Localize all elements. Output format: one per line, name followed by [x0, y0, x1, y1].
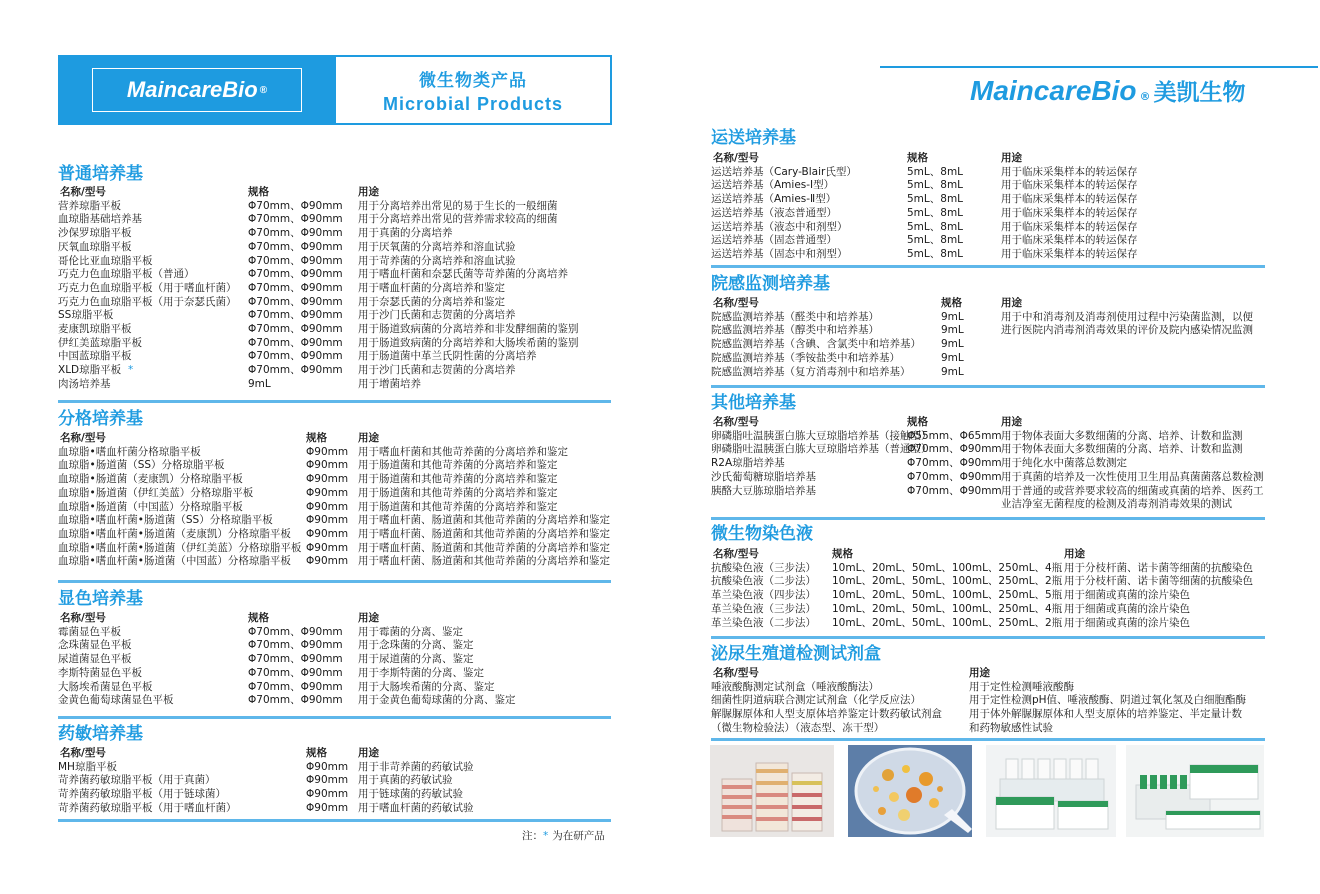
section-title: 普通培养基 [58, 164, 143, 184]
product-name: 营养琼脂平板 [58, 199, 121, 212]
footnote-label: 注： [522, 830, 543, 842]
product-spec: Φ70mm、Φ90mm [907, 457, 1002, 470]
product-name: 运送培养基（固态普通型） [711, 234, 837, 247]
section-divider [58, 819, 611, 822]
product-spec: Φ90mm [306, 801, 349, 814]
product-use: 用于霉菌的分离、鉴定 [358, 625, 463, 638]
product-spec: Φ90mm [306, 514, 349, 527]
product-name: 血琼脂•肠道菌（中国蓝）分格琼脂平板 [58, 500, 243, 513]
product-name: 血琼脂•嗜血杆菌•肠道菌（麦康凯）分格琼脂平板 [58, 527, 291, 540]
product-use: 用于临床采集样本的转运保存 [1001, 206, 1138, 219]
product-use: 用于肠道菌和其他苛养菌的分离培养和鉴定 [358, 500, 558, 513]
product-name: 院感监测培养基（含碘、含氯类中和培养基） [711, 338, 921, 351]
section-title: 院感监测培养基 [711, 274, 830, 294]
product-name: 运送培养基（固态中和剂型） [711, 247, 848, 260]
product-use: 用于细菌或真菌的涂片染色 [1064, 602, 1190, 615]
brand-logo-text-right: MaincareBio [970, 75, 1137, 106]
registered-mark: ® [259, 84, 268, 96]
product-use: 用于嗜血杆菌和奈瑟氏菌等苛养菌的分离培养 [358, 268, 568, 281]
product-name: 沙保罗琼脂平板 [58, 227, 132, 240]
product-name: 革兰染色液（二步法） [711, 616, 816, 629]
brand-logo [92, 68, 302, 112]
product-spec: Φ70mm、Φ90mm [907, 484, 1002, 497]
product-use: 用于临床采集样本的转运保存 [1001, 193, 1138, 206]
product-name: 尿道菌显色平板 [58, 653, 132, 666]
footnote-star: * [543, 830, 549, 842]
product-name: 麦康凯琼脂平板 [58, 323, 132, 335]
product-name: 抗酸染色液（二步法） [711, 575, 816, 588]
product-name: 金黄色葡萄球菌显色平板 [58, 694, 174, 707]
product-use: 用于肠道致病菌的分离培养和大肠埃希菌的鉴别 [358, 336, 579, 349]
product-use: 用于嗜血杆菌的分离培养和鉴定 [358, 281, 505, 294]
product-name: 运送培养基（Amies-Ⅰ型） [711, 179, 835, 192]
header-right-rule [880, 66, 1318, 68]
product-use: 用于普通的或营养要求较高的细菌或真菌的培养、医药工 [1001, 484, 1264, 497]
product-use: 用于分枝杆菌、诺卡菌等细菌的抗酸染色 [1064, 575, 1253, 588]
product-use: 用于临床采集样本的转运保存 [1001, 234, 1138, 247]
product-name: 卵磷脂吐温胰蛋白胨大豆琼脂培养基（普通型） [711, 443, 932, 456]
product-use: 用于李斯特菌的分离、鉴定 [358, 666, 484, 679]
product-spec: Φ70mm、Φ90mm [248, 336, 343, 349]
product-spec: Φ70mm、Φ90mm [248, 281, 343, 294]
section-divider [711, 265, 1265, 268]
product-name: 运送培养基（Cary-Blair氏型） [711, 165, 857, 178]
product-spec: 9mL [248, 377, 271, 390]
product-name: 巧克力色血琼脂平板（用于嗜血杆菌） [58, 281, 237, 294]
page-title-en: Microbial Products [382, 93, 564, 114]
section-title: 分格培养基 [58, 409, 143, 429]
product-name: 血琼脂•嗜血杆菌分格琼脂平板 [58, 445, 201, 458]
product-use: 用于肠道菌和其他苛养菌的分离培养和鉴定 [358, 473, 558, 486]
column-header-name: 名称/型号 [713, 152, 759, 164]
product-name: 血琼脂•嗜血杆菌•肠道菌（中国蓝）分格琼脂平板 [58, 555, 291, 568]
product-use: 用于分离培养出常见的营养需求较高的细菌 [358, 213, 558, 226]
product-spec: Φ70mm、Φ90mm [248, 653, 343, 666]
product-use: 用于物体表面大多数细菌的分离、培养、计数和监测 [1001, 429, 1243, 442]
product-use: 用于细菌或真菌的涂片染色 [1064, 589, 1190, 602]
product-spec: 5mL、8mL [907, 193, 964, 206]
product-spec: 10mL、20mL、50mL、100mL、250mL、4瓶 [832, 602, 1063, 615]
product-spec: Φ70mm、Φ90mm [248, 268, 343, 281]
column-header-name: 名称/型号 [60, 186, 106, 198]
footnote [522, 828, 605, 843]
product-name: 解脲脲原体和人型支原体培养鉴定计数药敏试剂盒 [711, 708, 942, 721]
product-name: MH琼脂平板 [58, 760, 117, 773]
column-header-name: 名称/型号 [713, 297, 759, 309]
column-header-name: 名称/型号 [713, 667, 759, 679]
product-name: 苛养菌药敏琼脂平板（用于嗜血杆菌） [58, 801, 237, 814]
section-divider [711, 517, 1265, 520]
product-name: R2A琼脂培养基 [711, 457, 785, 470]
section-divider [58, 580, 611, 583]
product-name: 苛养菌药敏琼脂平板（用于真菌） [58, 774, 216, 787]
product-spec: Φ70mm、Φ90mm [248, 254, 343, 267]
page-title [336, 57, 610, 123]
section-title: 微生物染色液 [711, 524, 813, 544]
product-spec: 9mL [941, 324, 964, 337]
column-header-name: 名称/型号 [60, 432, 106, 444]
product-use: 进行医院内消毒剂消毒效果的评价及院内感染情况监测 [1001, 324, 1253, 337]
product-name: 抗酸染色液（三步法） [711, 561, 816, 574]
product-spec: 9mL [941, 365, 964, 378]
product-name: 革兰染色液（四步法） [711, 589, 816, 602]
product-use: 用于嗜血杆菌、肠道菌和其他苛养菌的分离培养和鉴定 [358, 541, 610, 554]
product-name: 血琼脂基础培养基 [58, 213, 142, 226]
column-header-spec: 规格 [907, 416, 928, 428]
product-spec: 10mL、20mL、50mL、100mL、250mL、2瓶 [832, 616, 1063, 629]
column-header-name: 名称/型号 [713, 548, 759, 560]
product-use: 用于临床采集样本的转运保存 [1001, 220, 1138, 233]
product-use: 用于非苛养菌的药敏试验 [358, 760, 474, 773]
product-name: 念珠菌显色平板 [58, 639, 132, 652]
product-spec: Φ70mm、Φ90mm [248, 240, 343, 253]
product-use: 用于肠道致病菌的分离培养和非发酵细菌的鉴别 [358, 323, 579, 335]
section-divider [58, 716, 611, 719]
product-use: 用于肠道菌中革兰氏阴性菌的分离培养 [358, 350, 537, 363]
column-header-spec: 规格 [907, 152, 928, 164]
product-use: 用于嗜血杆菌的药敏试验 [358, 801, 474, 814]
product-use: 用于增菌培养 [358, 377, 421, 390]
product-name: 哥伦比亚血琼脂平板 [58, 254, 153, 267]
column-header-use: 用途 [358, 747, 379, 759]
section-title: 显色培养基 [58, 589, 143, 609]
product-use: 用于嗜血杆菌和其他苛养菌的分离培养和鉴定 [358, 445, 568, 458]
product-name: 血琼脂•肠道菌（麦康凯）分格琼脂平板 [58, 473, 243, 486]
product-spec: Φ90mm [306, 445, 349, 458]
product-spec: Φ70mm、Φ90mm [248, 666, 343, 679]
product-spec: Φ90mm [306, 760, 349, 773]
column-header-use: 用途 [1001, 297, 1022, 309]
product-spec: Φ90mm [306, 500, 349, 513]
column-header-use: 用途 [358, 432, 379, 444]
product-use: 和药物敏感性试验 [969, 721, 1053, 734]
product-name: 伊红美蓝琼脂平板 [58, 336, 142, 349]
column-header-spec: 规格 [248, 186, 269, 198]
product-spec: Φ70mm、Φ90mm [907, 470, 1002, 483]
product-use: 用于厌氧菌的分离培养和溶血试验 [358, 240, 516, 253]
product-spec: Φ90mm [306, 788, 349, 801]
product-spec: Φ90mm [306, 459, 349, 472]
product-spec: Φ70mm、Φ90mm [248, 199, 343, 212]
product-use: 用于分离培养出常见的易于生长的一般细菌 [358, 199, 558, 212]
product-spec: Φ70mm、Φ90mm [248, 364, 343, 377]
product-use: 用于真菌的分离培养 [358, 227, 453, 240]
column-header-use: 用途 [1001, 152, 1022, 164]
product-spec: 5mL、8mL [907, 206, 964, 219]
product-name: 院感监测培养基（醛类中和培养基） [711, 310, 879, 323]
product-spec: 5mL、8mL [907, 234, 964, 247]
reagent-kit-box-photo [986, 745, 1116, 837]
test-kit-vials-photo [1126, 745, 1264, 837]
product-use: 用于体外解脲脲原体和人型支原体的培养鉴定、半定量计数 [969, 708, 1242, 721]
product-name: 运送培养基（液态普通型） [711, 206, 837, 219]
product-spec: 9mL [941, 351, 964, 364]
product-name: 霉菌显色平板 [58, 625, 121, 638]
product-use: 用于沙门氏菌和志贺菌的分离培养 [358, 309, 516, 322]
product-name: 厌氧血琼脂平板 [58, 240, 132, 253]
product-spec: Φ70mm、Φ90mm [248, 309, 343, 322]
logo-panel [60, 57, 336, 123]
product-spec: Φ90mm [306, 473, 349, 486]
product-use: 用于纯化水中菌落总数测定 [1001, 457, 1127, 470]
product-name: 胰酪大豆胨琼脂培养基 [711, 484, 816, 497]
product-use: 用于细菌或真菌的涂片染色 [1064, 616, 1190, 629]
culture-plates-stack-photo [710, 745, 834, 837]
product-name: SS琼脂平板 [58, 309, 114, 322]
product-use: 用于嗜血杆菌、肠道菌和其他苛养菌的分离培养和鉴定 [358, 514, 610, 527]
product-name: 血琼脂•嗜血杆菌•肠道菌（伊红美蓝）分格琼脂平板 [58, 541, 302, 554]
column-header-use: 用途 [358, 612, 379, 624]
product-use: 用于肠道菌和其他苛养菌的分离培养和鉴定 [358, 486, 558, 499]
product-name: 肉汤培养基 [58, 377, 111, 390]
header-left [58, 55, 612, 125]
product-spec: Φ90mm [306, 555, 349, 568]
product-use: 用于真菌的培养及一次性使用卫生用品真菌菌落总数检测 [1001, 470, 1264, 483]
product-use: 用于肠道菌和其他苛养菌的分离培养和鉴定 [358, 459, 558, 472]
product-use: 用于真菌的药敏试验 [358, 774, 453, 787]
brand-logo-text: MaincareBio [126, 77, 258, 102]
product-name: 李斯特菌显色平板 [58, 666, 142, 679]
product-use: 用于临床采集样本的转运保存 [1001, 179, 1138, 192]
product-spec: Φ70mm、Φ90mm [907, 443, 1002, 456]
product-spec: Φ70mm、Φ90mm [248, 639, 343, 652]
product-name: 中国蓝琼脂平板 [58, 350, 132, 363]
brand-name-cn: 美凯生物 [1153, 80, 1246, 106]
column-header-name: 名称/型号 [713, 416, 759, 428]
product-spec: Φ70mm、Φ90mm [248, 694, 343, 707]
product-spec: Φ70mm、Φ90mm [248, 680, 343, 693]
section-title: 泌尿生殖道检测试剂盒 [711, 644, 881, 664]
product-spec: 9mL [941, 338, 964, 351]
product-name: 运送培养基（液态中和剂型） [711, 220, 848, 233]
product-use: 用于临床采集样本的转运保存 [1001, 165, 1138, 178]
registered-mark-right: ® [1139, 90, 1151, 103]
product-use: 用于物体表面大多数细菌的分离、培养、计数和监测 [1001, 443, 1243, 456]
product-spec: 9mL [941, 310, 964, 323]
product-spec: 5mL、8mL [907, 247, 964, 260]
column-header-use: 用途 [1064, 548, 1085, 560]
column-header-name: 名称/型号 [60, 612, 106, 624]
product-spec: 10mL、20mL、50mL、100mL、250mL、4瓶 [832, 561, 1063, 574]
product-name: 巧克力色血琼脂平板（普通） [58, 268, 195, 281]
product-use: 用于嗜血杆菌、肠道菌和其他苛养菌的分离培养和鉴定 [358, 555, 610, 568]
product-use: 用于分枝杆菌、诺卡菌等细菌的抗酸染色 [1064, 561, 1253, 574]
product-spec: 10mL、20mL、50mL、100mL、250mL、2瓶 [832, 575, 1063, 588]
product-name: 革兰染色液（三步法） [711, 602, 816, 615]
product-name: 运送培养基（Amies-Ⅱ型） [711, 193, 837, 206]
product-name: 院感监测培养基（醇类中和培养基） [711, 324, 879, 337]
section-title: 药敏培养基 [58, 724, 143, 744]
product-name: 沙氏葡萄糖琼脂培养基 [711, 470, 816, 483]
column-header-spec: 规格 [248, 612, 269, 624]
product-use: 用于临床采集样本的转运保存 [1001, 247, 1138, 260]
section-title: 运送培养基 [711, 128, 796, 148]
column-header-use: 用途 [969, 667, 990, 679]
product-use: 用于定性检测唾液酸酶 [969, 680, 1074, 693]
product-name: 院感监测培养基（复方消毒剂中和培养基） [711, 365, 911, 378]
product-name: XLD琼脂平板 [58, 364, 122, 377]
product-spec: Φ70mm、Φ90mm [248, 625, 343, 638]
petri-dish-colonies-photo [848, 745, 972, 837]
product-spec: 5mL、8mL [907, 165, 964, 178]
product-spec: 5mL、8mL [907, 179, 964, 192]
column-header-name: 名称/型号 [60, 747, 106, 759]
product-name: 血琼脂•嗜血杆菌•肠道菌（SS）分格琼脂平板 [58, 514, 273, 527]
section-divider [711, 385, 1265, 388]
product-use: 用于苛养菌的分离培养和溶血试验 [358, 254, 516, 267]
product-use: 用于中和消毒剂及消毒剂使用过程中污染菌监测，以便 [1001, 310, 1253, 323]
page-title-cn: 微生物类产品 [419, 70, 527, 91]
section-divider [711, 738, 1265, 741]
column-header-spec: 规格 [306, 747, 327, 759]
product-name: （微生物检验法）（液态型、冻干型） [711, 721, 885, 734]
in-research-star: * [128, 364, 134, 377]
product-spec: Φ90mm [306, 486, 349, 499]
product-spec: Φ70mm、Φ90mm [248, 295, 343, 308]
product-use: 用于奈瑟氏菌的分离培养和鉴定 [358, 295, 505, 308]
product-use: 用于链球菌的药敏试验 [358, 788, 463, 801]
column-header-spec: 规格 [941, 297, 962, 309]
header-right-logo [970, 74, 1246, 107]
product-use: 用于尿道菌的分离、鉴定 [358, 653, 474, 666]
product-use: 用于金黄色葡萄球菌的分离、鉴定 [358, 694, 516, 707]
product-use: 用于嗜血杆菌、肠道菌和其他苛养菌的分离培养和鉴定 [358, 527, 610, 540]
product-name: 巧克力色血琼脂平板（用于奈瑟氏菌） [58, 295, 237, 308]
product-spec: Φ90mm [306, 774, 349, 787]
section-divider [711, 636, 1265, 639]
product-spec: Φ90mm [306, 527, 349, 540]
column-header-spec: 规格 [306, 432, 327, 444]
product-name: 大肠埃希菌显色平板 [58, 680, 153, 693]
product-use: 用于沙门氏菌和志贺菌的分离培养 [358, 364, 516, 377]
section-divider [58, 400, 611, 403]
product-use: 用于定性检测pH值、唾液酸酶、阴道过氧化氢及白细胞酯酶 [969, 694, 1247, 707]
product-name: 细菌性阴道病联合测定试剂盒（化学反应法） [711, 694, 921, 707]
product-spec: 10mL、20mL、50mL、100mL、250mL、5瓶 [832, 589, 1063, 602]
product-spec: Φ70mm、Φ90mm [248, 350, 343, 363]
product-spec: Φ90mm [306, 541, 349, 554]
section-title: 其他培养基 [711, 393, 796, 413]
product-name: 血琼脂•肠道菌（伊红美蓝）分格琼脂平板 [58, 486, 254, 499]
product-spec: Φ70mm、Φ90mm [248, 227, 343, 240]
column-header-use: 用途 [358, 186, 379, 198]
product-use: 用于大肠埃希菌的分离、鉴定 [358, 680, 495, 693]
product-name: 血琼脂•肠道菌（SS）分格琼脂平板 [58, 459, 225, 472]
product-name: 院感监测培养基（季铵盐类中和培养基） [711, 351, 900, 364]
product-spec: Φ70mm、Φ90mm [248, 323, 343, 335]
product-spec: Φ70mm、Φ90mm [248, 213, 343, 226]
column-header-use: 用途 [1001, 416, 1022, 428]
product-use: 业洁净室无菌程度的检测及消毒剂消毒效果的测试 [1001, 498, 1232, 511]
product-spec: Φ55mm、Φ65mm [907, 429, 1002, 442]
footnote-text: 为在研产品 [552, 830, 605, 842]
product-spec: 5mL、8mL [907, 220, 964, 233]
product-name: 苛养菌药敏琼脂平板（用于链球菌） [58, 788, 226, 801]
product-use: 用于念珠菌的分离、鉴定 [358, 639, 474, 652]
product-name: 卵磷脂吐温胰蛋白胨大豆琼脂培养基（接触型） [711, 429, 932, 442]
product-name: 唾液酸酶测定试剂盒（唾液酸酶法） [711, 680, 879, 693]
column-header-spec: 规格 [832, 548, 853, 560]
